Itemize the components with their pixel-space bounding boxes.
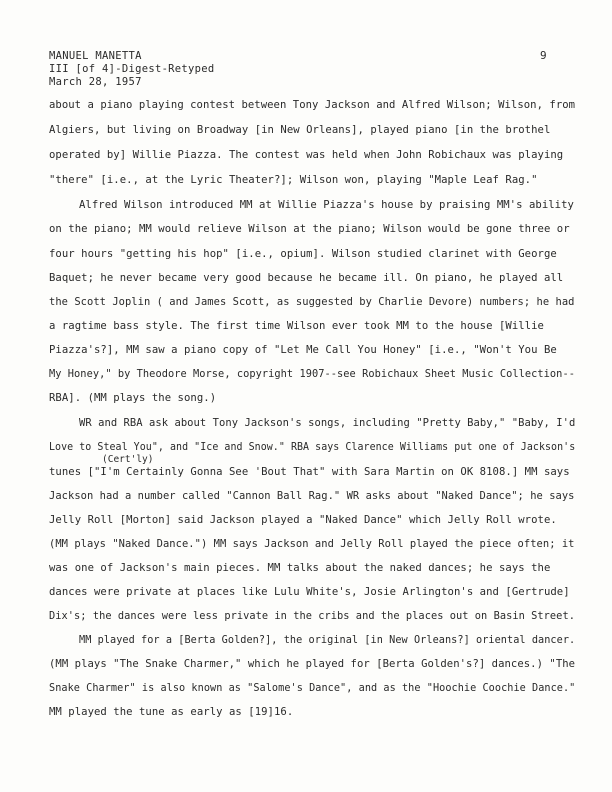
text-line: Piazza's?], MM saw a piano copy of "Let Me Call You Honey" [i.e., "Won't You Be — [49, 344, 557, 356]
reel-label: III [of 4]-Digest-Retyped — [49, 63, 215, 75]
text-line: Jackson had a number called "Cannon Ball Rag." WR asks about "Naked Dance"; he says — [49, 490, 575, 502]
text-line: operated by] Willie Piazza. The contest was held when John Robichaux was playing — [49, 149, 564, 161]
interlinear-note: (Cert'ly) — [102, 454, 154, 465]
text-line: dances were private at places like Lulu White's, Josie Arlington's and [Gertrude] — [49, 586, 570, 598]
text-line: Love to Steal You", and "Ice and Snow." RBA says Clarence Williams put one of Jackson's — [49, 441, 576, 453]
text-line: the Scott Joplin ( and James Scott, as suggested by Charlie Devore) numbers; he had — [49, 296, 575, 308]
text-line: Jelly Roll [Morton] said Jackson played a "Naked Dance" which Jelly Roll wrote. — [49, 514, 557, 526]
text-line: Algiers, but living on Broadway [in New Orleans], played piano [in the brothel — [49, 124, 551, 136]
text-line: on the piano; MM would relieve Wilson at the piano; Wilson would be gone three or — [49, 223, 570, 235]
text-line: Dix's; the dances were less private in the cribs and the places out on Basin Street. — [49, 610, 575, 622]
text-line: (MM plays "Naked Dance.") MM says Jackson and Jelly Roll played the piece often; it — [49, 538, 575, 550]
text-line: MM played the tune as early as [19]16. — [49, 706, 294, 718]
text-line: My Honey," by Theodore Morse, copyright 1907--see Robichaux Sheet Music Collection-- — [49, 368, 575, 380]
text-line: Baquet; he never became very good because he became ill. On piano, he played all — [49, 272, 564, 284]
text-line: was one of Jackson's main pieces. MM talks about the naked dances; he says the — [49, 562, 551, 574]
interview-date: March 28, 1957 — [49, 76, 142, 88]
text-line: RBA]. (MM plays the song.) — [49, 392, 217, 404]
text-line: WR and RBA ask about Tony Jackson's songs, including "Pretty Baby," "Baby, I'd — [79, 417, 576, 429]
text-line: Alfred Wilson introduced MM at Willie Piazza's house by praising MM's ability — [79, 199, 574, 211]
text-line: a ragtime bass style. The first time Wilson ever took MM to the house [Willie — [49, 320, 544, 332]
text-line: about a piano playing contest between Tony Jackson and Alfred Wilson; Wilson, from — [49, 99, 576, 111]
text-line: (MM plays "The Snake Charmer," which he played for [Berta Golden's?] dances.) "The — [49, 658, 576, 670]
page-number: 9 — [540, 49, 547, 62]
interviewee-name: MANUEL MANETTA — [49, 50, 142, 62]
text-line: MM played for a [Berta Golden?], the original [in New Orleans?] oriental dancer. — [79, 634, 576, 646]
text-line: "there" [i.e., at the Lyric Theater?]; Wilson won, playing "Maple Leaf Rag." — [49, 174, 538, 186]
text-line: tunes ["I'm Certainly Gonna See 'Bout That" with Sara Martin on OK 8108.] MM says — [49, 466, 570, 478]
text-line: four hours "getting his hop" [i.e., opium]. Wilson studied clarinet with George — [49, 248, 557, 260]
text-line: Snake Charmer" is also known as "Salome's Dance", and as the "Hoochie Coochie Dance." — [49, 682, 576, 694]
